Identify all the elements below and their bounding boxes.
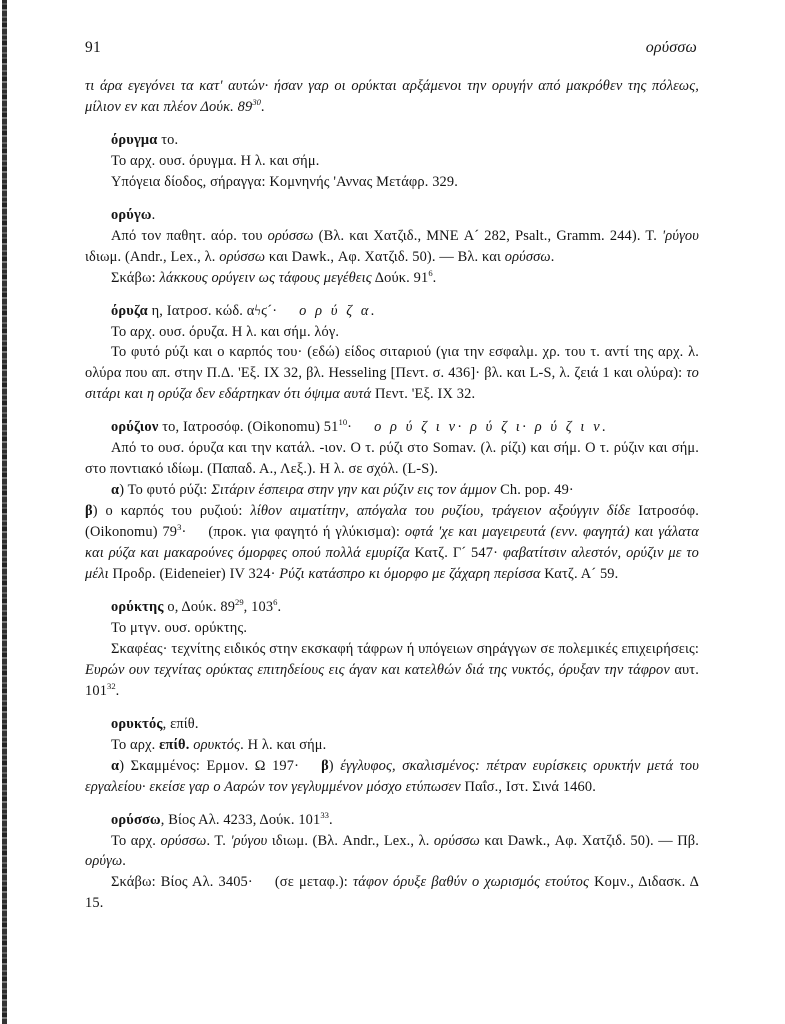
- entry-oryktos: [85, 714, 699, 798]
- def-citation: αυτ. 101: [85, 661, 699, 699]
- lemma-gloss: .: [151, 206, 156, 223]
- def-gloss: Σκαφέας· τεχνίτης ειδικός στην εκσκαφή τάφρων ή υπόγειων σηράγγων σε πολεμικές επιχειρήσεις:: [111, 640, 699, 657]
- citation-superscript: 32: [107, 680, 116, 691]
- etymology-line: [85, 322, 699, 343]
- lemma-gloss: , Βίος Αλ. 4233, Δούκ. 101: [160, 811, 321, 828]
- sense-a-gloss: ) Το φυτό ρύζι:: [119, 482, 212, 499]
- etymology-text: Το αρχ. ουσ. όρυζα. Η λ. και σήμ. λόγ.: [111, 323, 340, 340]
- sense-b-subgloss: (προκ. για φαγητό ή γλύκισμα):: [208, 524, 405, 541]
- lemma-gloss: , επίθ.: [162, 715, 199, 732]
- etym-t3: . Η λ. και σήμ.: [240, 736, 327, 753]
- definition-line: [85, 172, 699, 193]
- lemma-orysso: ορύσσω: [111, 811, 161, 828]
- etym-t5: .: [550, 248, 555, 265]
- sense-marker-beta: β: [321, 757, 329, 774]
- citation-superscript: 29: [235, 597, 244, 608]
- sense-b-sep: ·: [181, 524, 187, 541]
- etym-form-3: ορύσσω: [433, 832, 480, 849]
- etym-t4: και Dawk., Αφ. Χατζιδ. 50). — Βλ. και: [265, 248, 505, 265]
- sense-a-paragraph: [85, 480, 699, 501]
- lemma-gloss: το, Ιατροσόφ. (Oikonomu) 51: [158, 419, 339, 436]
- citation-superscript-2: 6: [273, 597, 278, 608]
- lemma-variant-forms: ο ρ ύ ζ α.: [299, 302, 378, 319]
- lemma-oryzion: ορύζιον: [111, 419, 159, 436]
- continuation-text: τι άρα εγεγόνει τα κατ' αυτών· ήσαν γαρ οι ορύκται αρξάμενοι την ορυγήν από μακρόθεν της πόλεως, μίλιον εν και πλέον Δούκ. 89: [85, 78, 699, 115]
- sense-b-quotation: έγγλυφος, σκαλισμένος: πέτραν ευρίσκεις ορυκτήν μετά του εργαλείου· εκείσε γαρ ο Ααρών τον γεγλυμμένον μόσχο ετύπωσεν: [85, 757, 700, 795]
- entry-oryza: [85, 301, 699, 406]
- sense-marker-beta: β: [85, 503, 93, 520]
- definition-paragraph: [85, 872, 699, 914]
- etymology-line: [85, 735, 699, 756]
- sense-a-quotation: Σιτάριν έσπειρα στην γην και ρύζιν εις τον άμμον: [211, 482, 497, 499]
- lemma-oryma: όρυγμα: [111, 131, 158, 148]
- citation-superscript: 30: [252, 97, 261, 108]
- sense-b-quotation-1: λίθον αιματίτην, απόγαλα του ρυζίου, τράγειον αξούγγιν δίδε: [250, 503, 631, 520]
- lemma-gloss-2: , 103: [243, 598, 274, 615]
- etym-t5: .: [122, 853, 127, 870]
- sense-b-citation-1: Ιατροσόφ. (Oikonomu) 79: [85, 503, 700, 541]
- etymology-paragraph: [85, 438, 699, 480]
- etym-form-2: 'ρύγου: [662, 227, 699, 244]
- def-quotation: Ευρών ουν τεχνίτας ορύκτας επιτηδείους εις άγαν και κατελθών διά της νυκτός, όρυξαν την τάφρον: [85, 661, 670, 678]
- entry-orysso: [85, 810, 699, 915]
- lemma-line: [85, 597, 699, 618]
- def-gloss: Σκάβω: Βίος Αλ. 3405·: [111, 874, 253, 891]
- citation-superscript: 10: [338, 417, 348, 428]
- senses-paragraph: [85, 756, 699, 798]
- def-citation-end: .: [432, 269, 437, 286]
- def-gloss: Σκάβω:: [111, 269, 160, 286]
- citation-superscript: 6: [428, 267, 433, 278]
- entry-oryktis: [85, 597, 699, 702]
- sense-b-lead: ): [328, 757, 341, 774]
- lemma-gloss: ο, Δούκ. 89: [163, 598, 236, 615]
- def-citation: Κομν., Διδασκ. Δ 15.: [85, 874, 700, 912]
- etym-form: ορυκτός: [193, 736, 241, 753]
- lemma-gloss-end: .: [277, 598, 282, 615]
- etym-pos-tag: επίθ.: [159, 736, 190, 753]
- lemma-gloss: η, Ιατροσ. κώδ. αϟϛ´·: [147, 302, 278, 319]
- lemma-oryktos: ορυκτός: [111, 715, 163, 732]
- etym-form-4: ορύγω: [85, 853, 123, 870]
- sense-b-citation-2: Κατζ. Γ´ 547·: [409, 545, 503, 562]
- lemma-line: [85, 301, 699, 322]
- sense-a-citation: Ch. pop. 49·: [496, 482, 574, 499]
- def-citation-end: .: [115, 682, 120, 699]
- def-quotation: τάφον όρυξε βαθύν ο χωρισμός ετούτος: [353, 874, 589, 891]
- etym-t3: ιδιωμ. (Andr., Lex., λ.: [85, 248, 220, 265]
- sense-b-quotation-4: Ρύζι κατάσπρο κι όμορφο με ζάχαρη περίσσα: [279, 566, 541, 583]
- etym-form-3: ορύσσω: [219, 248, 266, 265]
- etymology-text: Το αρχ. ουσ. όρυγμα. Η λ. και σήμ.: [111, 152, 320, 169]
- lemma-line: [85, 417, 699, 438]
- etymology-paragraph: [85, 226, 699, 268]
- etym-t2: . Τ.: [206, 832, 231, 849]
- lemma-line: [85, 130, 699, 151]
- etymology-line: [85, 618, 699, 639]
- sense-b-quotation-3: φαβατίτσιν αλεστόν, ορύζιν με το μέλι: [85, 545, 699, 583]
- page-left-white-margin: [0, 0, 2, 1024]
- lemma-line: [85, 714, 699, 735]
- entry-oryma: [85, 130, 699, 193]
- etym-form-4: ορύσσω: [504, 248, 551, 265]
- entry-orygo: [85, 205, 699, 289]
- sense-b-citation: Παΐσ., Ιστ. Σινά 1460.: [460, 778, 596, 795]
- sense-marker-alpha: α: [111, 482, 120, 499]
- definition-paragraph: [85, 268, 699, 289]
- etym-t1: Το αρχ.: [111, 832, 161, 849]
- etym-t1: Από τον παθητ. αόρ. του: [111, 227, 268, 244]
- sense-b-gloss: ) ο καρπός του ρυζιού:: [92, 503, 251, 520]
- etym-t4: και Dawk., Αφ. Χατζιδ. 50). — Πβ.: [479, 832, 699, 849]
- def-citation: Δούκ. 91: [371, 269, 429, 286]
- sense-b-paragraph: [85, 501, 699, 585]
- lemma-variant-forms: ο ρ ύ ζ ι ν· ρ ύ ζ ι· ρ ύ ζ ι ν.: [374, 419, 609, 436]
- entry-oryzion: [85, 417, 699, 585]
- etym-t1: Το αρχ.: [111, 736, 160, 753]
- sense-a-text: ) Σκαμμένος: Ερμον. Ω 197·: [119, 757, 300, 774]
- etym-t2: (Βλ. και Χατζιδ., MNE Α´ 282, Psalt., Gramm. 244). Τ.: [313, 227, 663, 244]
- lemma-gloss: το.: [157, 131, 179, 148]
- etymology-line: [85, 151, 699, 172]
- definition-paragraph: [85, 342, 699, 405]
- sense-b-citation-4: Κατζ. Α´ 59.: [540, 566, 619, 583]
- sense-marker-alpha: α: [111, 757, 120, 774]
- lemma-orygo: ορύγω: [111, 206, 152, 223]
- scan-edge-artifact: [2, 0, 7, 1024]
- etym-form-2: 'ρύγου: [230, 832, 268, 849]
- citation-superscript: 33: [320, 809, 329, 820]
- citation-superscript: 3: [177, 522, 182, 533]
- def-quotation: λάκκους ορύγειν ως τάφους μεγέθεις: [159, 269, 372, 286]
- def-quotation: το σιτάρι και η ορύζα δεν εδάρτηκαν ότι όψιμα αυτά: [85, 365, 699, 403]
- lemma-gloss-end: ·: [347, 419, 353, 436]
- lemma-gloss-end: .: [328, 811, 333, 828]
- running-head: [85, 40, 697, 56]
- def-usage-note: (σε μεταφ.):: [274, 874, 353, 891]
- definition-text: Υπόγεια δίοδος, σήραγγα: Κομνηνής 'Αννας Μετάφρ. 329.: [111, 173, 458, 190]
- lemma-line: [85, 810, 699, 831]
- lemma-oryza: όρυζα: [111, 302, 148, 319]
- lemma-oryktis: ορύκτης: [111, 598, 164, 615]
- def-citation: Πεντ. 'Εξ. IX 32.: [371, 386, 476, 403]
- running-headword: ορύσσω: [645, 39, 697, 56]
- etymology-text: Από το ουσ. όρυζα και την κατάλ. -ιον. Ο τ. ρύζι στο Somav. (λ. ρίζι) και σήμ. Ο τ. ρύζιν και σήμ. στο ποντιακό ιδίωμ. (Παπαδ. Α., Λεξ.). Η λ. σε σχόλ. (L-S).: [85, 440, 699, 478]
- def-gloss: Το φυτό ρύζι και ο καρπός του· (εδώ) είδος σιταριού (για την εσφαλμ. χρ. του τ. αντί της αρχ. λ. ολύρα που απ. στην Π.Δ. 'Εξ. IX 32, βλ. Hesseling [Πεντ. σ. 436]· βλ. και L-S, λ. ζειά 1 και ολύρα):: [85, 344, 699, 382]
- continuation-paragraph: [85, 76, 699, 118]
- etymology-text: Το μτγν. ουσ. ορύκτης.: [111, 619, 248, 636]
- text-column: [85, 76, 699, 914]
- page-number: 91: [85, 39, 102, 56]
- continuation-text-end: .: [260, 98, 265, 115]
- definition-paragraph: [85, 639, 699, 702]
- sense-b-quotation-2: οφτά 'χε και μαγειρευτά (ενν. φαγητά) και γάλατα και ρύζα και μακαρούνες όμορφες οπού πολλά εμυρίζα: [85, 524, 699, 562]
- lemma-line: [85, 205, 699, 226]
- etym-t3: ιδιωμ. (Βλ. Andr., Lex., λ.: [267, 832, 434, 849]
- etymology-paragraph: [85, 831, 699, 873]
- etym-form-1: ορύσσω: [267, 227, 314, 244]
- etym-form-1: ορύσσω: [160, 832, 207, 849]
- sense-b-citation-3: Προδρ. (Eideneier) IV 324·: [108, 566, 280, 583]
